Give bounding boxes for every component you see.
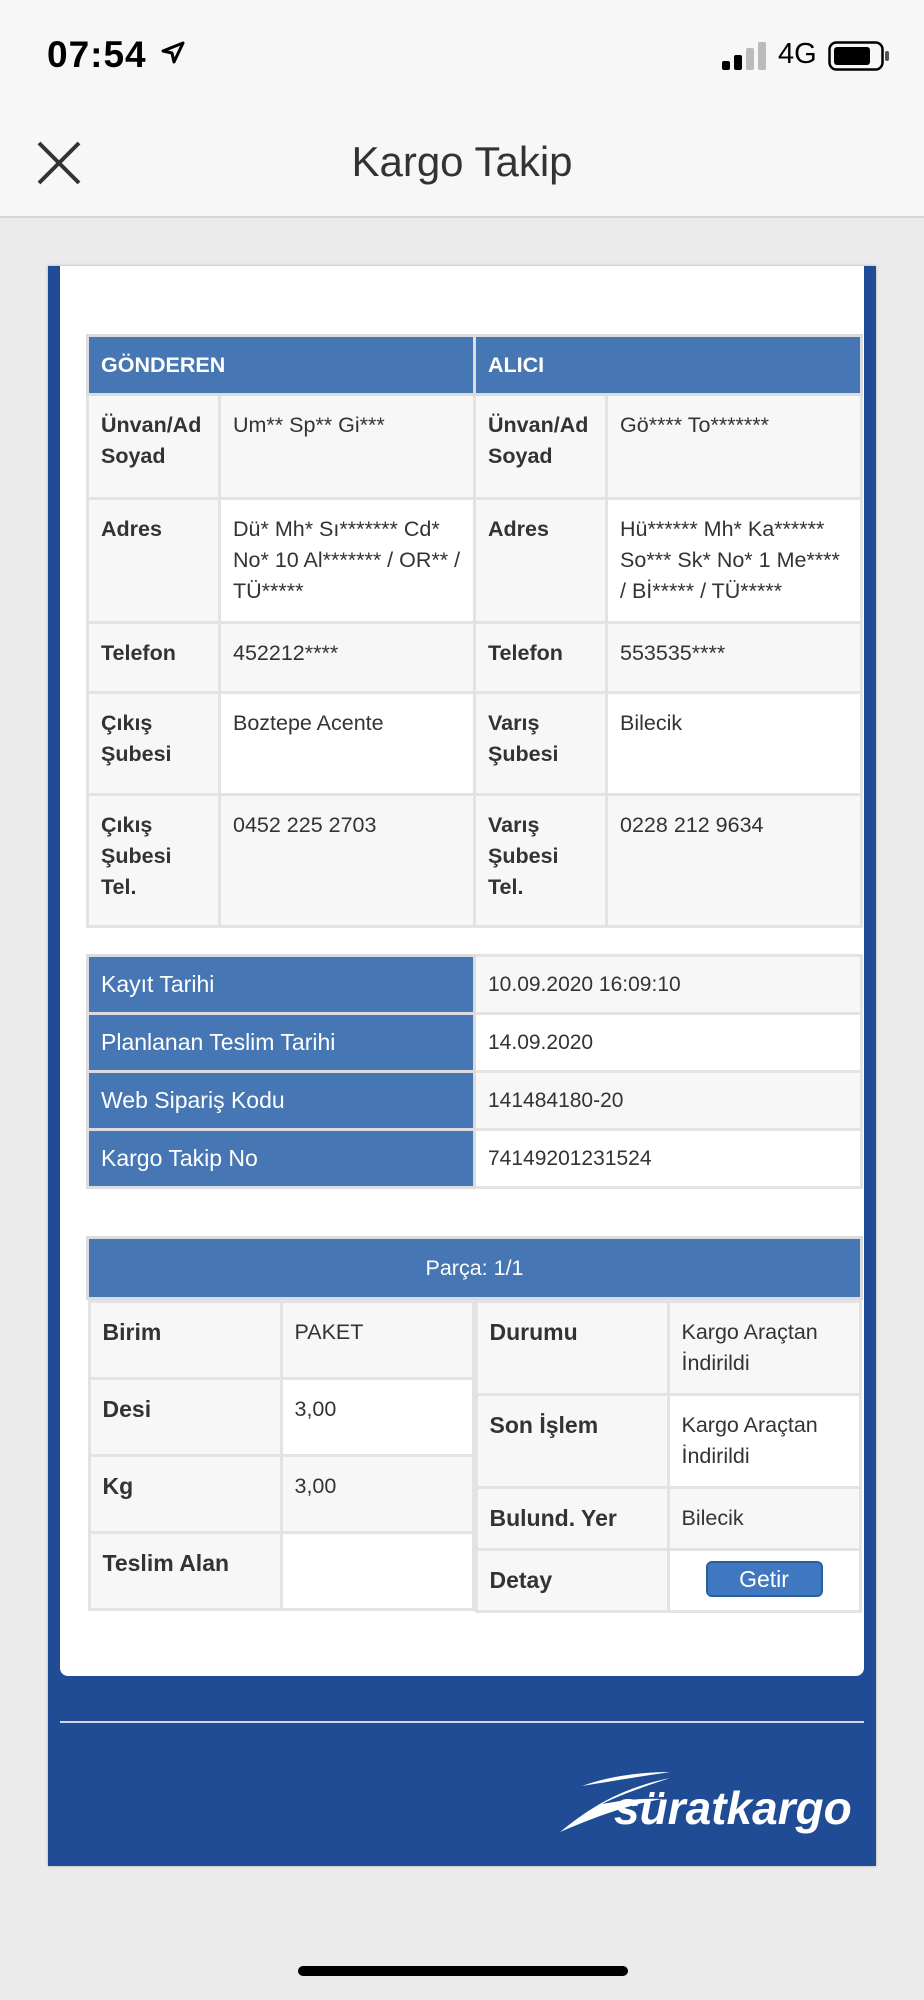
home-indicator[interactable] bbox=[298, 1966, 628, 1976]
status-bar bbox=[0, 0, 924, 110]
tracking-number-label: Kargo Takip No bbox=[88, 1130, 475, 1188]
receiver-name-label: Ünvan/Ad Soyad bbox=[475, 395, 607, 499]
network-type: 4G bbox=[778, 38, 817, 70]
received-by-label: Teslim Alan bbox=[89, 1533, 281, 1610]
sender-name-label: Ünvan/Ad Soyad bbox=[88, 395, 220, 499]
parcel-left-cell bbox=[88, 1299, 475, 1614]
arrival-branch-phone-label: Varış Şubesi Tel. bbox=[475, 795, 607, 927]
last-action-value: Kargo Araçtan İndirildi bbox=[668, 1395, 860, 1488]
departure-branch-phone-value: 0452 225 2703 bbox=[220, 795, 475, 927]
parcel-right-table bbox=[475, 1300, 862, 1613]
registration-date-value: 10.09.2020 16:09:10 bbox=[475, 956, 862, 1014]
table-row bbox=[88, 1072, 862, 1130]
sender-address-label: Adres bbox=[88, 499, 220, 623]
table-row bbox=[88, 623, 862, 693]
table-row bbox=[89, 1456, 473, 1533]
unit-value: PAKET bbox=[281, 1302, 473, 1379]
parcel-right-cell bbox=[475, 1299, 862, 1614]
getir-button[interactable]: Getir bbox=[706, 1561, 823, 1597]
battery-icon bbox=[828, 41, 890, 71]
table-row bbox=[89, 1302, 473, 1379]
web-order-code-value: 141484180-20 bbox=[475, 1072, 862, 1130]
table-row bbox=[88, 693, 862, 795]
logo-text: süratkargo bbox=[614, 1782, 852, 1834]
table-row bbox=[88, 956, 862, 1014]
parcel-table bbox=[86, 1236, 863, 1613]
desi-label: Desi bbox=[89, 1379, 281, 1456]
table-row bbox=[476, 1488, 860, 1550]
status-label: Durumu bbox=[476, 1302, 668, 1395]
parcel-header: Parça: 1/1 bbox=[88, 1238, 862, 1299]
footer-divider bbox=[60, 1721, 864, 1723]
last-action-label: Son İşlem bbox=[476, 1395, 668, 1488]
table-row bbox=[476, 1395, 860, 1488]
nav-bar bbox=[0, 110, 924, 218]
registration-date-label: Kayıt Tarihi bbox=[88, 956, 475, 1014]
page-title: Kargo Takip bbox=[351, 138, 573, 185]
table-row bbox=[88, 795, 862, 927]
parties-table bbox=[86, 334, 863, 928]
table-row bbox=[476, 1550, 860, 1612]
desi-value: 3,00 bbox=[281, 1379, 473, 1456]
receiver-phone-value: 553535**** bbox=[607, 623, 862, 693]
arrival-branch-phone-value: 0228 212 9634 bbox=[607, 795, 862, 927]
sender-phone-value: 452212**** bbox=[220, 623, 475, 693]
kg-value: 3,00 bbox=[281, 1456, 473, 1533]
parties-header-row bbox=[88, 336, 862, 395]
shipment-info-table bbox=[86, 954, 863, 1189]
receiver-header: ALICI bbox=[475, 336, 862, 395]
web-order-code-label: Web Sipariş Kodu bbox=[88, 1072, 475, 1130]
table-row bbox=[89, 1379, 473, 1456]
tracking-card bbox=[60, 266, 864, 1676]
unit-label: Birim bbox=[89, 1302, 281, 1379]
table-row bbox=[88, 1014, 862, 1072]
arrival-branch-value: Bilecik bbox=[607, 693, 862, 795]
detail-label: Detay bbox=[476, 1550, 668, 1612]
departure-branch-label: Çıkış Şubesi bbox=[88, 693, 220, 795]
receiver-phone-label: Telefon bbox=[475, 623, 607, 693]
table-row bbox=[88, 395, 862, 499]
suratkargo-logo bbox=[552, 1766, 862, 1846]
sender-phone-label: Telefon bbox=[88, 623, 220, 693]
status-time: 07:54 bbox=[47, 34, 147, 75]
departure-branch-value: Boztepe Acente bbox=[220, 693, 475, 795]
parcel-left-table bbox=[88, 1300, 475, 1611]
table-row bbox=[88, 499, 862, 623]
location-value: Bilecik bbox=[668, 1488, 860, 1550]
planned-delivery-label: Planlanan Teslim Tarihi bbox=[88, 1014, 475, 1072]
location-arrow-icon bbox=[160, 40, 186, 66]
location-label: Bulund. Yer bbox=[476, 1488, 668, 1550]
table-row bbox=[89, 1533, 473, 1610]
kg-label: Kg bbox=[89, 1456, 281, 1533]
table-row bbox=[476, 1302, 860, 1395]
receiver-address-label: Adres bbox=[475, 499, 607, 623]
tracking-frame bbox=[48, 266, 876, 1866]
planned-delivery-value: 14.09.2020 bbox=[475, 1014, 862, 1072]
received-by-value bbox=[281, 1533, 473, 1610]
table-row bbox=[88, 1130, 862, 1188]
tracking-number-value: 74149201231524 bbox=[475, 1130, 862, 1188]
sender-name-value: Um** Sp** Gi*** bbox=[220, 395, 475, 499]
receiver-name-value: Gö**** To******* bbox=[607, 395, 862, 499]
sender-header: GÖNDEREN bbox=[88, 336, 475, 395]
status-value: Kargo Araçtan İndirildi bbox=[668, 1302, 860, 1395]
sender-address-value: Dü* Mh* Sı******* Cd* No* 10 Al******* / OR** / TÜ***** bbox=[220, 499, 475, 623]
departure-branch-phone-label: Çıkış Şubesi Tel. bbox=[88, 795, 220, 927]
signal-icon bbox=[722, 42, 768, 70]
detail-value bbox=[668, 1550, 860, 1612]
receiver-address-value: Hü****** Mh* Ka****** So*** Sk* No* 1 Me**** / Bİ***** / TÜ***** bbox=[607, 499, 862, 623]
arrival-branch-label: Varış Şubesi bbox=[475, 693, 607, 795]
